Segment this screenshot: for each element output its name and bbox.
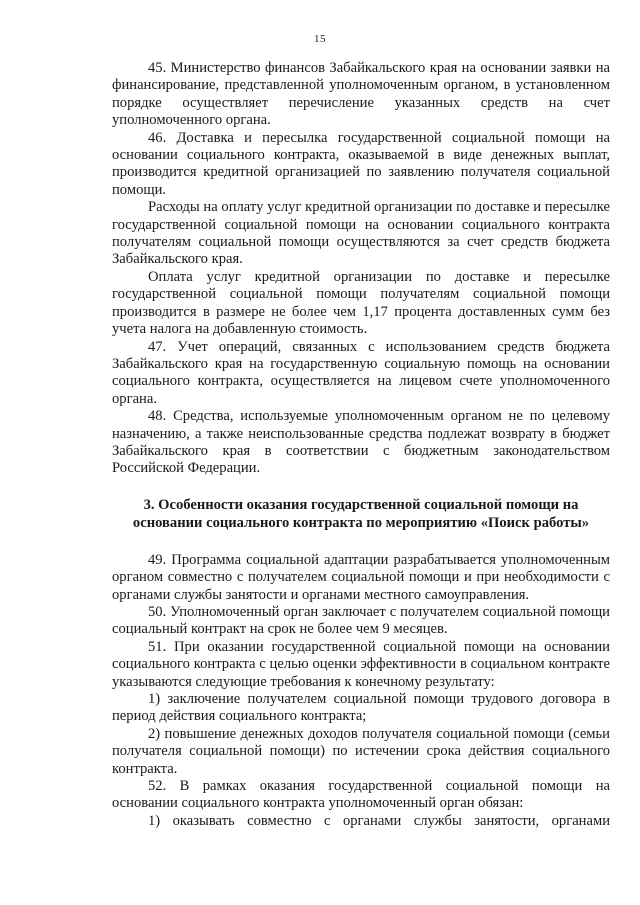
paragraph-45: 45. Министерство финансов Забайкальского края на основании заявки на финансирование, представленной уполномоченным органом, в установленном порядке осуществляет перечисление указанных средств на счет уполномоченного органа. [112,60,610,129]
paragraph-47: 47. Учет операций, связанных с использованием средств бюджета Забайкальского края на государственную социальную помощь на основании социального контракта, осуществляется на лицевом счете уполномоченного органа. [112,338,610,407]
document-body [112,60,610,830]
paragraph-46: 46. Доставка и пересылка государственной социальной помощи на основании социального контракта, оказываемой в виде денежных выплат, производится кредитной организацией по заявлению получателя социальной помощи. [112,129,610,198]
list-item-51-1: 1) заключение получателем социальной помощи трудового договора в период действия социального контракта; [112,691,610,725]
paragraph-48: 48. Средства, используемые уполномоченным органом не по целевому назначению, а также неиспользованные средства подлежат возврату в бюджет Забайкальского края в соответствии с бюджетным законодательством Российской Федерации. [112,408,610,477]
paragraph-49: 49. Программа социальной адаптации разрабатывается уполномоченным органом совместно с получателем социальной помощи и при необходимости с органами службы занятости и органами местного самоуправления. [112,551,610,603]
list-item-51-2: 2) повышение денежных доходов получателя социальной помощи (семьи получателя социальной помощи) по истечении срока действия социального контракта. [112,725,610,777]
paragraph-delivery-costs: Расходы на оплату услуг кредитной организации по доставке и пересылке государственной социальной помощи на основании социального контракта получателям социальной помощи осуществляются за счет средств бюджета Забайкальского края. [112,199,610,268]
list-item-52-1: 1) оказывать совместно с органами службы занятости, органами [148,812,610,829]
paragraph-50: 50. Уполномоченный орган заключает с получателем социальной помощи социальный контракт на срок не более чем 9 месяцев. [112,603,610,638]
paragraph-delivery-payment: Оплата услуг кредитной организации по доставке и пересылке государственной социальной помощи получателям социальной помощи производится в размере не более чем 1,17 процента доставленных сумм без учета налога на добавленную стоимость. [112,268,610,338]
page-number: 15 [314,33,326,45]
section-heading: 3. Особенности оказания государственной социальной помощи на основании социального контракта по мероприятию «Поиск работы» [132,496,590,531]
paragraph-51: 51. При оказании государственной социальной помощи на основании социального контракта с целью оценки эффективности в социальном контракте указываются следующие требования к конечному результату: [112,638,610,690]
paragraph-52: 52. В рамках оказания государственной социальной помощи на основании социального контракта уполномоченный орган обязан: [112,778,610,812]
